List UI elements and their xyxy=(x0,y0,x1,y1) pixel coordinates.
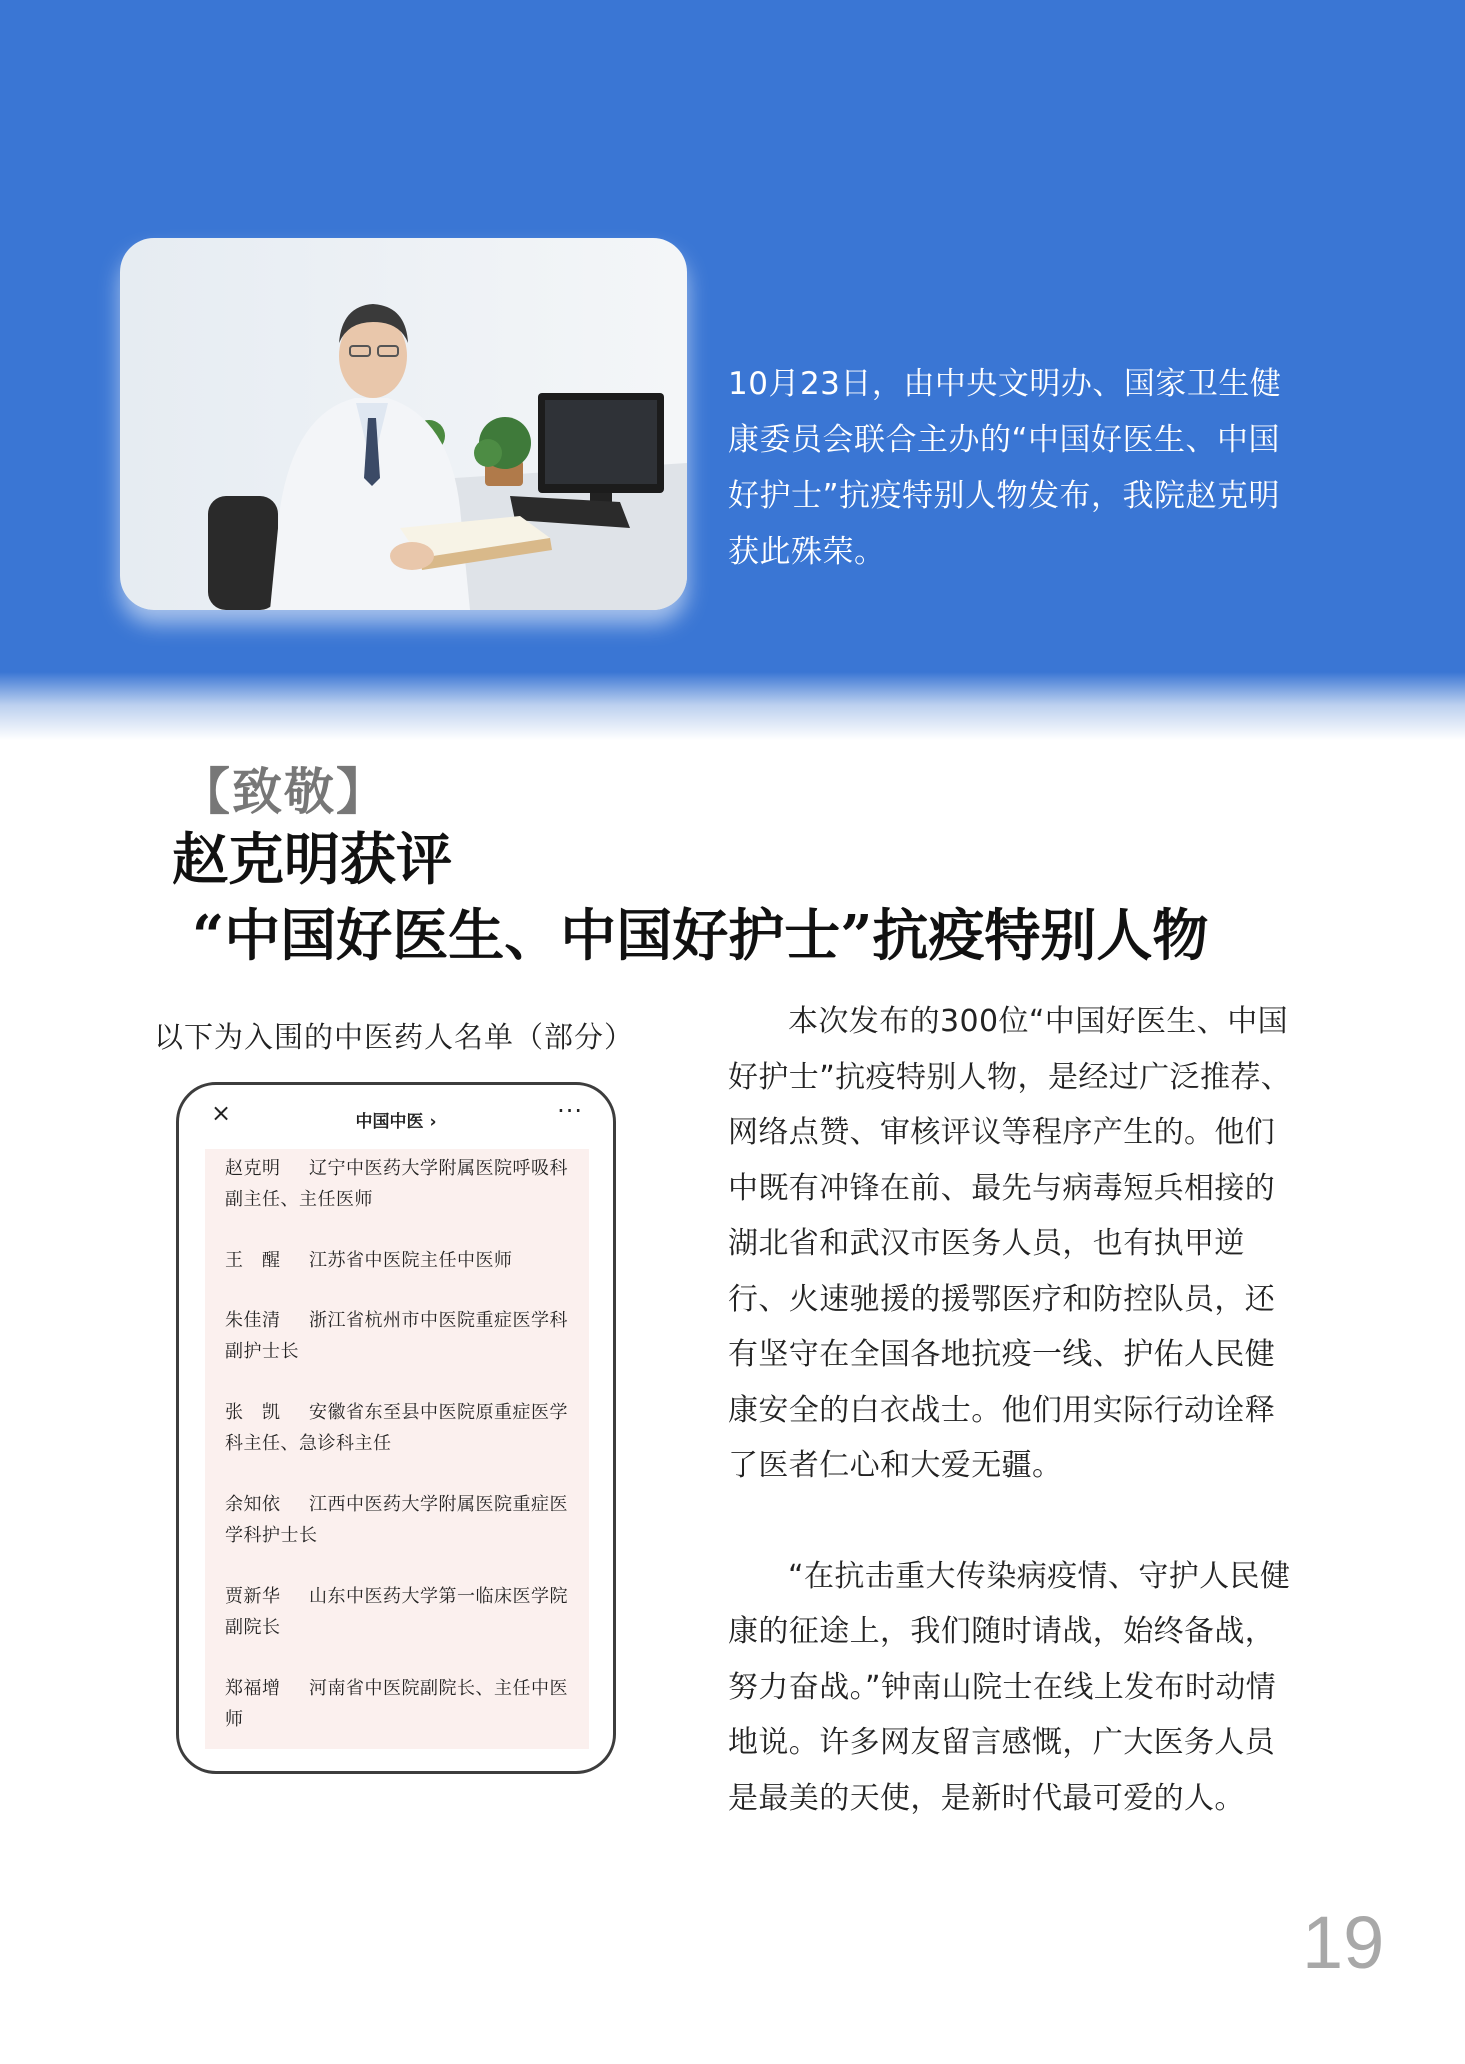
nominee-name: 贾新华 xyxy=(225,1586,281,1607)
nominee-name: 余知依 xyxy=(225,1494,281,1515)
nominee-desc: 安徽省东至县中医院原重症医学科主任、急诊科主任 xyxy=(225,1402,568,1454)
list-item xyxy=(225,1489,575,1551)
list-item xyxy=(225,1153,575,1215)
nominee-desc: 辽宁中医药大学附属医院呼吸科副主任、主任医师 xyxy=(225,1158,568,1210)
nominee-desc: 山东中医药大学第一临床医学院副院长 xyxy=(225,1586,568,1638)
list-item xyxy=(225,1673,575,1735)
nominee-desc: 河南省中医院副院长、主任中医师 xyxy=(225,1678,568,1730)
article-body xyxy=(728,994,1300,1826)
list-item xyxy=(225,1581,575,1643)
more-icon[interactable]: ··· xyxy=(557,1097,583,1125)
nominee-list xyxy=(205,1149,589,1749)
intro-paragraph: 10月23日，由中央文明办、国家卫生健康委员会联合主办的“中国好医生、中国好护士”抗疫特别人物发布，我院赵克明获此殊荣。 xyxy=(728,366,1282,570)
phone-header xyxy=(179,1085,613,1147)
phone-screenshot xyxy=(176,1082,616,1774)
nominee-name: 赵克明 xyxy=(225,1158,281,1179)
headline-line-1: 赵克明获评 xyxy=(172,827,452,893)
nominee-desc: 江西中医药大学附属医院重症医学科护士长 xyxy=(225,1494,568,1546)
close-icon[interactable]: × xyxy=(211,1099,232,1127)
nominee-name: 朱佳清 xyxy=(225,1310,281,1331)
list-item xyxy=(225,1397,575,1459)
list-caption: 以下为入围的中医药人名单（部分） xyxy=(154,1020,635,1054)
nominee-desc: 浙江省杭州市中医院重症医学科副护士长 xyxy=(225,1310,568,1362)
nominee-name: 张 凯 xyxy=(225,1402,281,1423)
article-headline xyxy=(172,822,1208,974)
headline-line-2: “中国好医生、中国好护士”抗疫特别人物 xyxy=(192,903,1209,969)
phone-title[interactable]: 中国中医 › xyxy=(355,1112,437,1132)
list-item xyxy=(225,1305,575,1367)
nominee-name: 王 醒 xyxy=(225,1250,281,1271)
nominee-desc: 江苏省中医院主任中医师 xyxy=(309,1250,513,1271)
body-paragraph-1: 本次发布的300位“中国好医生、中国好护士”抗疫特别人物，是经过广泛推荐、网络点赞、审核评议等程序产生的。他们中既有冲锋在前、最先与病毒短兵相接的湖北省和武汉市医务人员，也有执甲逆行、火速驰援的援鄂医疗和防控队员，还有坚守在全国各地抗疫一线、护佑人民健康安全的白衣战士。他们用实际行动诠释了医者仁心和大爱无疆。 xyxy=(728,1004,1292,1483)
body-paragraph-2: “在抗击重大传染病疫情、守护人民健康的征途上，我们随时请战，始终备战，努力奋战。”钟南山院士在线上发布时动情地说。许多网友留言感慨，广大医务人员是最美的天使，是新时代最可爱的人。 xyxy=(728,1558,1291,1816)
list-item xyxy=(225,1245,575,1276)
doctor-photo xyxy=(120,238,687,610)
nominee-name: 郑福增 xyxy=(225,1678,281,1699)
page-number: 19 xyxy=(1302,1901,1385,1984)
section-tag: 【致敬】 xyxy=(180,762,388,821)
